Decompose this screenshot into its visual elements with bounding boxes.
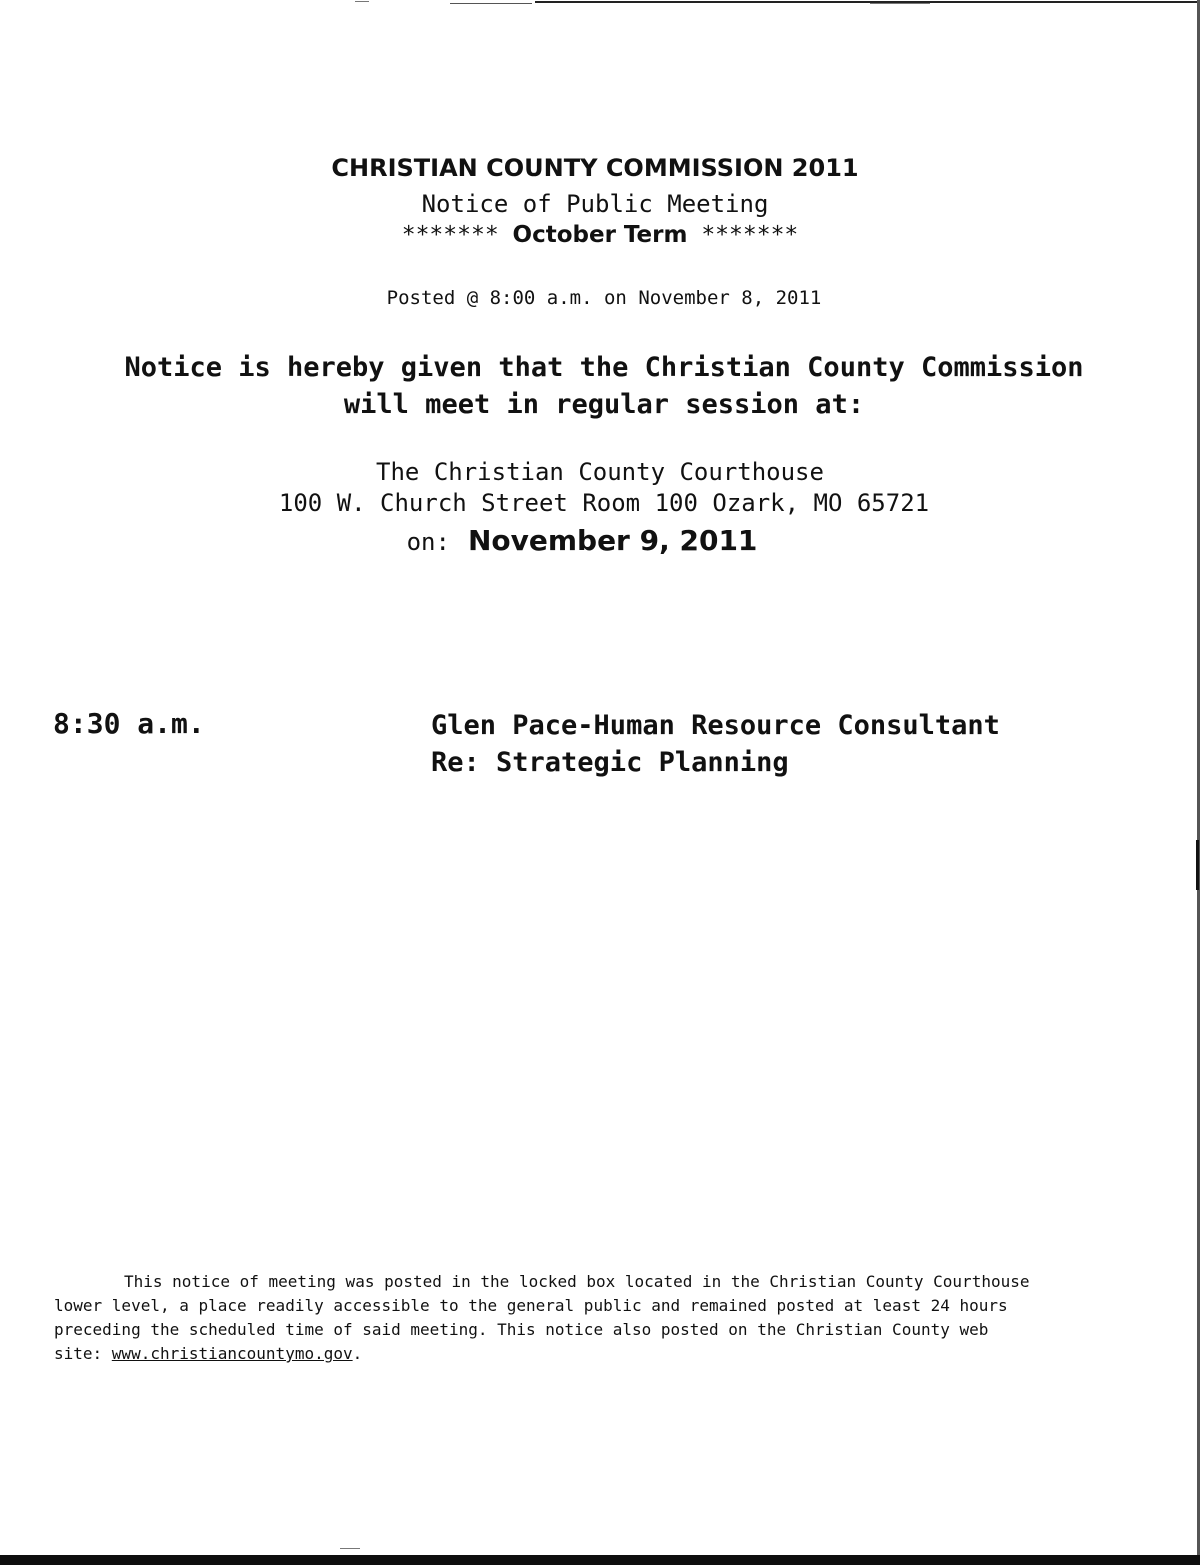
scan-bottom-mark (340, 1548, 360, 1549)
posting-notice-paragraph (54, 1270, 1154, 1366)
term-line (0, 222, 1200, 248)
document-subtitle: Notice of Public Meeting (421, 190, 769, 218)
footer-site-suffix: . (352, 1344, 363, 1363)
term-stars-right: ******* (701, 222, 799, 248)
agenda-item-title: Glen Pace-Human Resource Consultant (431, 710, 1000, 741)
meeting-date: November 9, 2011 (467, 524, 758, 557)
notice-line-2: will meet in regular session at: (343, 389, 865, 420)
location-name: The Christian County Courthouse (376, 458, 824, 486)
location-address: 100 W. Church Street Room 100 Ozark, MO 65721 (278, 489, 930, 517)
agenda-item-description (431, 707, 1000, 781)
footer-site-prefix: site: (54, 1344, 112, 1363)
footer-line-3: preceding the scheduled time of said meeting. This notice also posted on the Christian County web (54, 1320, 989, 1339)
footer-line-2: lower level, a place readily accessible to the general public and remained posted at least 24 hours (54, 1296, 1008, 1315)
posted-timestamp: Posted @ 8:00 a.m. on November 8, 2011 (386, 287, 822, 309)
document-title: CHRISTIAN COUNTY COMMISSION 2011 (331, 154, 859, 182)
footer-line-4 (54, 1342, 1154, 1366)
scan-right-mark (1196, 840, 1199, 890)
footer-line-1: This notice of meeting was posted in the locked box located in the Christian County Courthouse (124, 1272, 1030, 1291)
agenda-item-subject: Re: Strategic Planning (431, 747, 789, 778)
scan-top-edge (0, 0, 1200, 8)
website-link[interactable]: www.christiancountymo.gov (111, 1344, 353, 1363)
notice-line-1: Notice is hereby given that the Christian County Commission (124, 352, 1084, 383)
term-name: October Term (512, 222, 688, 248)
agenda-item-time: 8:30 a.m. (53, 707, 205, 740)
scan-bottom-edge (0, 1555, 1200, 1565)
on-label: on: (406, 528, 450, 556)
term-stars-left: ******* (401, 222, 499, 248)
meeting-date-line (0, 524, 1182, 557)
